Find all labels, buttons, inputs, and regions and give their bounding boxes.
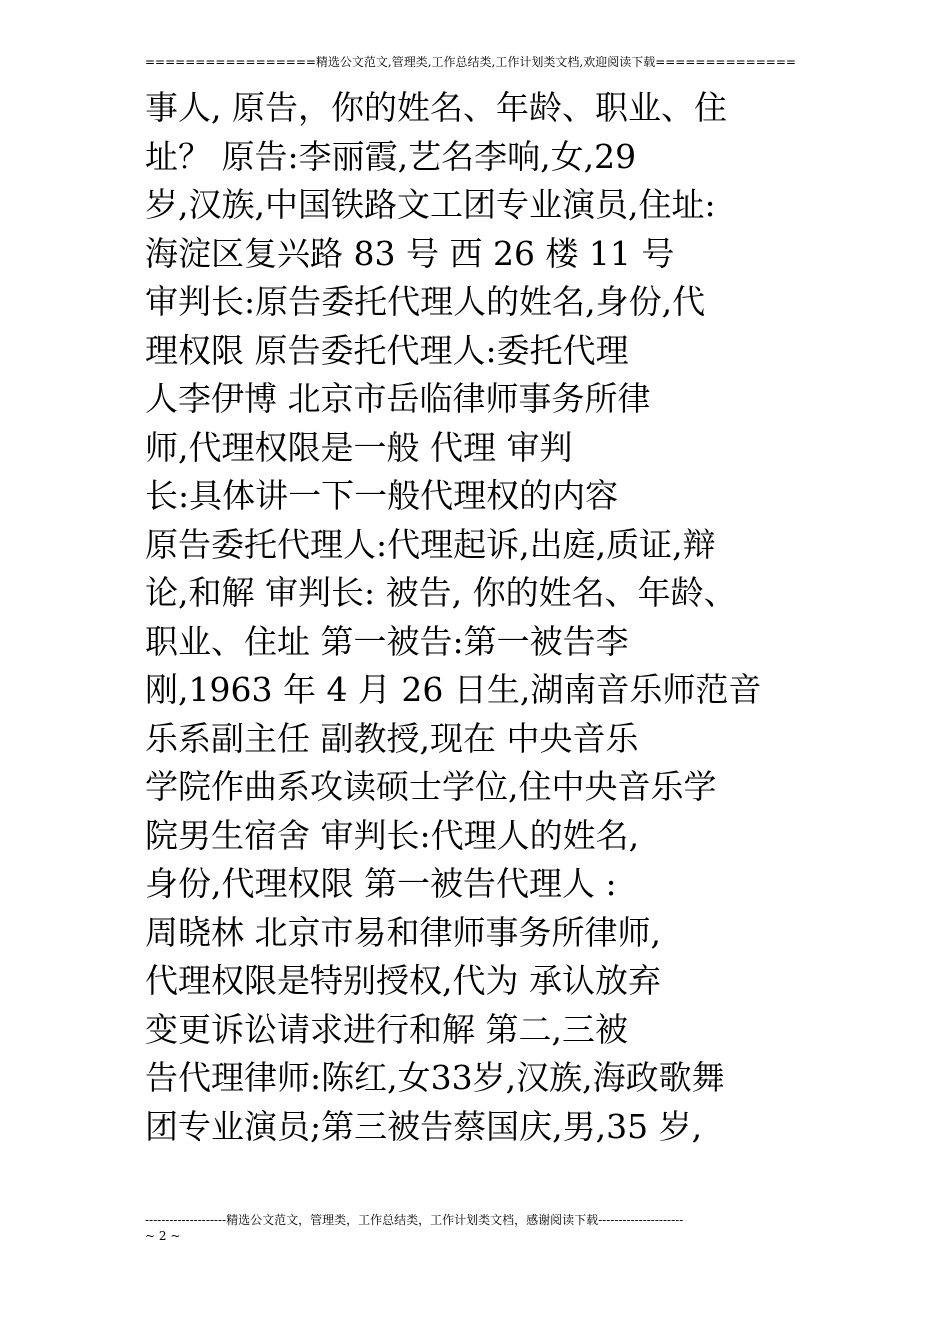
text-line: 职业、住址 第一被告:第一被告李 <box>145 621 629 661</box>
page-header: =================精选公文范文,管理类,工作总结类,工作计划类文档,欢迎阅读下载============== <box>145 55 796 69</box>
text-line: 团专业演员;第三被告蔡国庆,男,35 岁, <box>145 1106 703 1146</box>
text-line: 原告委托代理人:代理起诉,出庭,质证,辩 <box>145 524 716 564</box>
text-line: 院男生宿舍 审判长:代理人的姓名, <box>145 815 640 855</box>
text-line: 事人, 原告，你的姓名、年龄、职业、住 <box>145 88 727 127</box>
text-line: 审判长:原告委托代理人的姓名,身份,代 <box>145 282 706 321</box>
text-line: 论,和解 审判长: 被告, 你的姓名、年龄、 <box>145 573 737 612</box>
text-line: 刚,1963 年 4 月 26 日生,湖南音乐师范音 <box>145 670 762 709</box>
text-line: 乐系副主任 副教授,现在 中央音乐 <box>145 718 639 758</box>
page-footer: --------------------精选公文范文，管理类，工作总结类，工作计划类文档，感谢阅读下载--------------------- <box>145 1213 684 1227</box>
text-line: 代理权限是特别授权,代为 承认放弃 <box>145 961 661 1000</box>
text-line: 海淀区复兴路 83 号 西 26 楼 11 号 <box>145 233 675 273</box>
text-line: 址？ 原告:李丽霞,艺名李响,女,29 <box>145 136 637 176</box>
text-line: 长:具体讲一下一般代理权的内容 <box>145 476 619 515</box>
text-line: 变更诉讼请求进行和解 第二,三被 <box>145 1009 628 1049</box>
text-line: 学院作曲系攻读硕士学位,住中央音乐学 <box>145 767 717 806</box>
text-line: 理权限 原告委托代理人:委托代理 <box>145 330 629 370</box>
text-line: 师,代理权限是一般 代理 审判 <box>145 427 573 467</box>
document-body <box>145 84 805 1151</box>
text-line: 告代理律师:陈红,女33岁,汉族,海政歌舞 <box>145 1058 725 1097</box>
text-line: 岁,汉族,中国铁路文工团专业演员,住址: <box>145 185 716 224</box>
text-line: 身份,代理权限 第一被告代理人 : <box>145 864 617 903</box>
text-line: 周晓林 北京市易和律师事务所律师, <box>145 912 661 952</box>
text-line: 人李伊博 北京市岳临律师事务所律 <box>145 379 651 418</box>
page-number: ~ 2 ~ <box>145 1229 181 1243</box>
